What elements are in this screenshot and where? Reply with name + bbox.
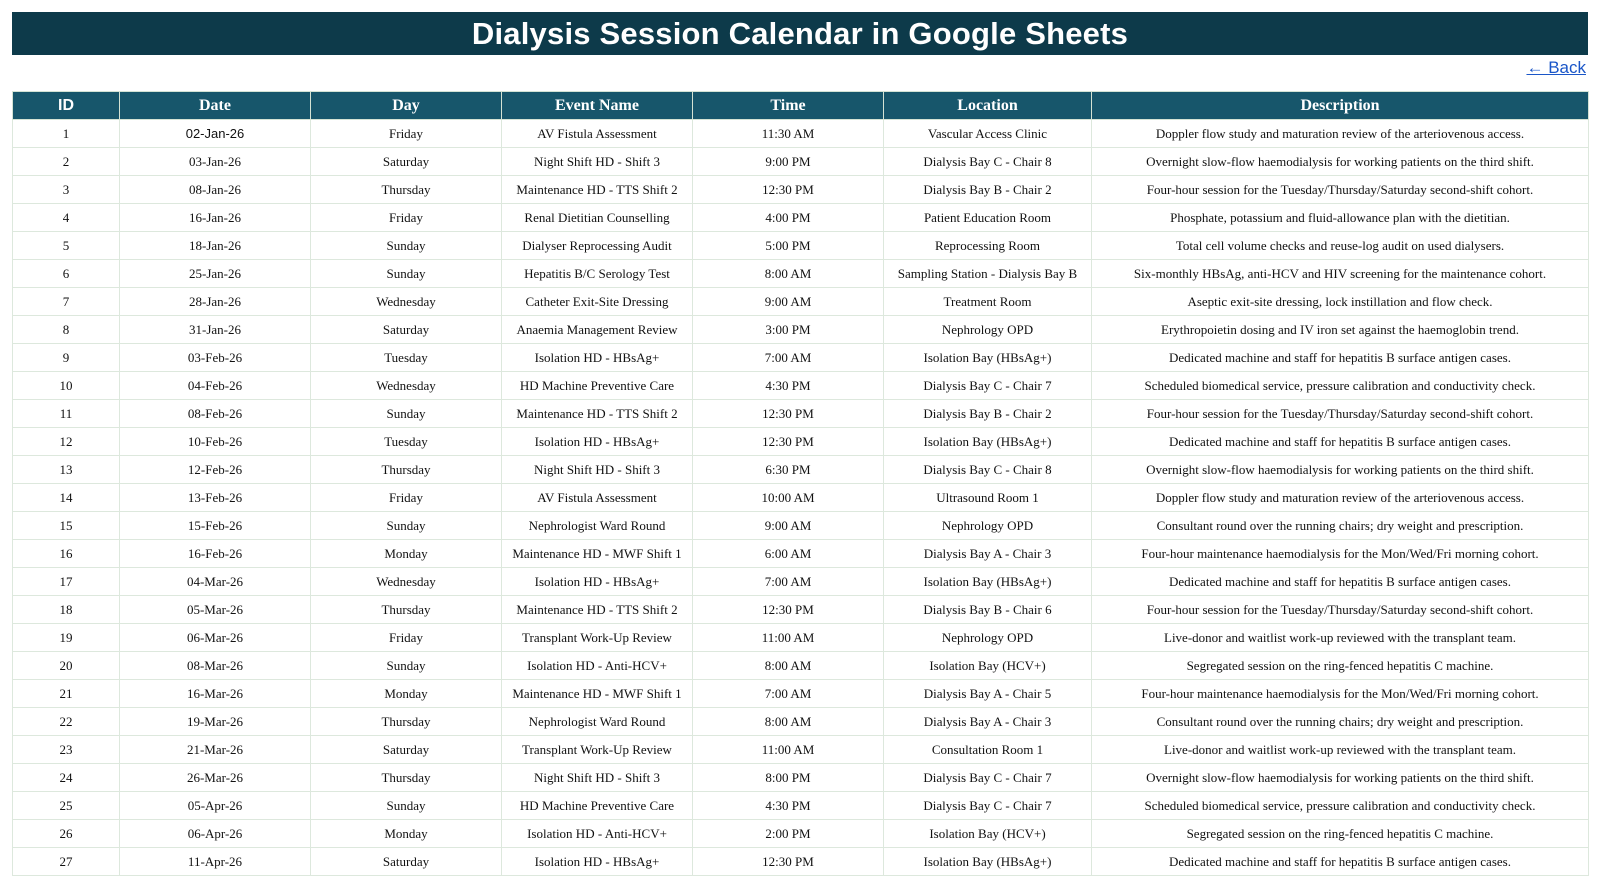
cell-time[interactable]: 8:00 AM	[693, 708, 884, 736]
table-row	[13, 820, 1589, 848]
cell-id[interactable]: 24	[13, 764, 120, 792]
cell-event-name[interactable]: Transplant Work-Up Review	[502, 624, 693, 652]
cell-description[interactable]: Four-hour session for the Tuesday/Thursday/Saturday second-shift cohort.	[1092, 400, 1589, 428]
cell-day[interactable]: Thursday	[311, 764, 502, 792]
table-row	[13, 260, 1589, 288]
cell-time[interactable]: 6:00 AM	[693, 540, 884, 568]
cell-day[interactable]: Friday	[311, 120, 502, 148]
table-row	[13, 148, 1589, 176]
cell-date[interactable]: 21-Mar-26	[120, 736, 311, 764]
cell-day[interactable]: Tuesday	[311, 344, 502, 372]
cell-date[interactable]: 02-Jan-26	[120, 120, 311, 148]
cell-id[interactable]: 8	[13, 316, 120, 344]
cell-day[interactable]: Wednesday	[311, 372, 502, 400]
cell-time[interactable]: 11:30 AM	[693, 120, 884, 148]
cell-day[interactable]: Monday	[311, 540, 502, 568]
cell-description[interactable]: Segregated session on the ring-fenced hepatitis C machine.	[1092, 820, 1589, 848]
cell-location[interactable]: Isolation Bay (HBsAg+)	[884, 568, 1092, 596]
cell-id[interactable]: 4	[13, 204, 120, 232]
cell-id[interactable]: 12	[13, 428, 120, 456]
cell-id[interactable]: 5	[13, 232, 120, 260]
cell-id[interactable]: 23	[13, 736, 120, 764]
cell-date[interactable]: 16-Mar-26	[120, 680, 311, 708]
cell-description[interactable]: Segregated session on the ring-fenced hepatitis C machine.	[1092, 652, 1589, 680]
table-row	[13, 456, 1589, 484]
cell-date[interactable]: 08-Mar-26	[120, 652, 311, 680]
cell-event-name[interactable]: Night Shift HD - Shift 3	[502, 764, 693, 792]
cell-day[interactable]: Friday	[311, 204, 502, 232]
cell-location[interactable]: Reprocessing Room	[884, 232, 1092, 260]
cell-event-name[interactable]: Maintenance HD - TTS Shift 2	[502, 596, 693, 624]
cell-location[interactable]: Isolation Bay (HBsAg+)	[884, 344, 1092, 372]
cell-date[interactable]: 26-Mar-26	[120, 764, 311, 792]
table-row	[13, 652, 1589, 680]
cell-date[interactable]: 06-Apr-26	[120, 820, 311, 848]
cell-event-name[interactable]: Night Shift HD - Shift 3	[502, 456, 693, 484]
cell-description[interactable]: Consultant round over the running chairs; dry weight and prescription.	[1092, 512, 1589, 540]
cell-time[interactable]: 4:00 PM	[693, 204, 884, 232]
cell-time[interactable]: 7:00 AM	[693, 344, 884, 372]
cell-location[interactable]: Isolation Bay (HCV+)	[884, 820, 1092, 848]
cell-event-name[interactable]: Maintenance HD - MWF Shift 1	[502, 680, 693, 708]
cell-description[interactable]: Live-donor and waitlist work-up reviewed with the transplant team.	[1092, 736, 1589, 764]
table-row	[13, 736, 1589, 764]
table-row	[13, 400, 1589, 428]
table-body	[13, 120, 1589, 876]
cell-id[interactable]: 3	[13, 176, 120, 204]
table-row	[13, 512, 1589, 540]
table-row	[13, 288, 1589, 316]
cell-date[interactable]: 25-Jan-26	[120, 260, 311, 288]
cell-description[interactable]: Scheduled biomedical service, pressure calibration and conductivity check.	[1092, 372, 1589, 400]
cell-description[interactable]: Overnight slow-flow haemodialysis for working patients on the third shift.	[1092, 456, 1589, 484]
cell-date[interactable]: 08-Jan-26	[120, 176, 311, 204]
cell-event-name[interactable]: Isolation HD - HBsAg+	[502, 428, 693, 456]
table-row	[13, 484, 1589, 512]
table-row	[13, 708, 1589, 736]
cell-id[interactable]: 19	[13, 624, 120, 652]
cell-day[interactable]: Friday	[311, 624, 502, 652]
cell-time[interactable]: 3:00 PM	[693, 316, 884, 344]
cell-day[interactable]: Sunday	[311, 260, 502, 288]
cell-location[interactable]: Patient Education Room	[884, 204, 1092, 232]
cell-date[interactable]: 13-Feb-26	[120, 484, 311, 512]
cell-id[interactable]: 13	[13, 456, 120, 484]
page-title: Dialysis Session Calendar in Google Sheets	[471, 15, 1129, 51]
cell-event-name[interactable]: Isolation HD - HBsAg+	[502, 568, 693, 596]
table-row	[13, 764, 1589, 792]
cell-description[interactable]: Dedicated machine and staff for hepatitis B surface antigen cases.	[1092, 848, 1589, 876]
cell-day[interactable]: Thursday	[311, 176, 502, 204]
cell-location[interactable]: Nephrology OPD	[884, 624, 1092, 652]
cell-date[interactable]: 18-Jan-26	[120, 232, 311, 260]
cell-description[interactable]: Dedicated machine and staff for hepatitis B surface antigen cases.	[1092, 568, 1589, 596]
cell-time[interactable]: 8:00 PM	[693, 764, 884, 792]
cell-time[interactable]: 7:00 AM	[693, 680, 884, 708]
table-row	[13, 624, 1589, 652]
cell-id[interactable]: 25	[13, 792, 120, 820]
cell-id[interactable]: 18	[13, 596, 120, 624]
cell-description[interactable]: Live-donor and waitlist work-up reviewed with the transplant team.	[1092, 624, 1589, 652]
cell-date[interactable]: 03-Feb-26	[120, 344, 311, 372]
cell-location[interactable]: Dialysis Bay B - Chair 6	[884, 596, 1092, 624]
cell-date[interactable]: 10-Feb-26	[120, 428, 311, 456]
cell-time[interactable]: 9:00 AM	[693, 288, 884, 316]
cell-location[interactable]: Sampling Station - Dialysis Bay B	[884, 260, 1092, 288]
cell-id[interactable]: 21	[13, 680, 120, 708]
cell-time[interactable]: 10:00 AM	[693, 484, 884, 512]
cell-event-name[interactable]: HD Machine Preventive Care	[502, 792, 693, 820]
table-row	[13, 176, 1589, 204]
cell-day[interactable]: Monday	[311, 820, 502, 848]
table-row	[13, 372, 1589, 400]
cell-time[interactable]: 11:00 AM	[693, 624, 884, 652]
cell-description[interactable]: Total cell volume checks and reuse-log audit on used dialysers.	[1092, 232, 1589, 260]
cell-location[interactable]: Consultation Room 1	[884, 736, 1092, 764]
cell-event-name[interactable]: AV Fistula Assessment	[502, 120, 693, 148]
cell-description[interactable]: Overnight slow-flow haemodialysis for working patients on the third shift.	[1092, 148, 1589, 176]
cell-id[interactable]: 15	[13, 512, 120, 540]
column-header-date[interactable]: Date	[120, 92, 311, 120]
cell-description[interactable]: Six-monthly HBsAg, anti-HCV and HIV screening for the maintenance cohort.	[1092, 260, 1589, 288]
cell-location[interactable]: Dialysis Bay A - Chair 3	[884, 540, 1092, 568]
cell-date[interactable]: 16-Feb-26	[120, 540, 311, 568]
cell-description[interactable]: Aseptic exit-site dressing, lock instillation and flow check.	[1092, 288, 1589, 316]
cell-description[interactable]: Phosphate, potassium and fluid-allowance plan with the dietitian.	[1092, 204, 1589, 232]
cell-location[interactable]: Dialysis Bay A - Chair 3	[884, 708, 1092, 736]
cell-date[interactable]: 11-Apr-26	[120, 848, 311, 876]
cell-description[interactable]: Four-hour maintenance haemodialysis for the Mon/Wed/Fri morning cohort.	[1092, 540, 1589, 568]
table-row	[13, 792, 1589, 820]
cell-time[interactable]: 2:00 PM	[693, 820, 884, 848]
title-bar	[12, 12, 1588, 55]
column-header-event-name[interactable]: Event Name	[502, 92, 693, 120]
cell-time[interactable]: 4:30 PM	[693, 372, 884, 400]
table-row	[13, 344, 1589, 372]
cell-event-name[interactable]: Renal Dietitian Counselling	[502, 204, 693, 232]
cell-day[interactable]: Thursday	[311, 596, 502, 624]
cell-id[interactable]: 7	[13, 288, 120, 316]
cell-location[interactable]: Vascular Access Clinic	[884, 120, 1092, 148]
cell-day[interactable]: Saturday	[311, 736, 502, 764]
cell-location[interactable]: Nephrology OPD	[884, 512, 1092, 540]
cell-date[interactable]: 16-Jan-26	[120, 204, 311, 232]
cell-time[interactable]: 12:30 PM	[693, 428, 884, 456]
cell-date[interactable]: 12-Feb-26	[120, 456, 311, 484]
cell-description[interactable]: Dedicated machine and staff for hepatitis B surface antigen cases.	[1092, 344, 1589, 372]
cell-description[interactable]: Four-hour session for the Tuesday/Thursday/Saturday second-shift cohort.	[1092, 176, 1589, 204]
cell-event-name[interactable]: Maintenance HD - MWF Shift 1	[502, 540, 693, 568]
cell-id[interactable]: 20	[13, 652, 120, 680]
cell-day[interactable]: Sunday	[311, 400, 502, 428]
cell-location[interactable]: Dialysis Bay B - Chair 2	[884, 400, 1092, 428]
cell-location[interactable]: Dialysis Bay C - Chair 7	[884, 372, 1092, 400]
cell-description[interactable]: Scheduled biomedical service, pressure calibration and conductivity check.	[1092, 792, 1589, 820]
cell-day[interactable]: Tuesday	[311, 428, 502, 456]
cell-id[interactable]: 14	[13, 484, 120, 512]
cell-day[interactable]: Sunday	[311, 232, 502, 260]
cell-event-name[interactable]: Night Shift HD - Shift 3	[502, 148, 693, 176]
column-header-location[interactable]: Location	[884, 92, 1092, 120]
cell-description[interactable]: Doppler flow study and maturation review of the arteriovenous access.	[1092, 120, 1589, 148]
cell-id[interactable]: 9	[13, 344, 120, 372]
cell-event-name[interactable]: Maintenance HD - TTS Shift 2	[502, 400, 693, 428]
cell-event-name[interactable]: Nephrologist Ward Round	[502, 708, 693, 736]
table-row	[13, 204, 1589, 232]
cell-event-name[interactable]: Isolation HD - Anti-HCV+	[502, 652, 693, 680]
cell-location[interactable]: Dialysis Bay B - Chair 2	[884, 176, 1092, 204]
column-header-time[interactable]: Time	[693, 92, 884, 120]
cell-id[interactable]: 16	[13, 540, 120, 568]
cell-description[interactable]: Erythropoietin dosing and IV iron set against the haemoglobin trend.	[1092, 316, 1589, 344]
cell-id[interactable]: 22	[13, 708, 120, 736]
cell-event-name[interactable]: Isolation HD - HBsAg+	[502, 344, 693, 372]
cell-date[interactable]: 31-Jan-26	[120, 316, 311, 344]
cell-day[interactable]: Wednesday	[311, 568, 502, 596]
cell-time[interactable]: 12:30 PM	[693, 848, 884, 876]
cell-description[interactable]: Dedicated machine and staff for hepatitis B surface antigen cases.	[1092, 428, 1589, 456]
cell-event-name[interactable]: AV Fistula Assessment	[502, 484, 693, 512]
header-row	[13, 92, 1589, 120]
cell-date[interactable]: 15-Feb-26	[120, 512, 311, 540]
cell-description[interactable]: Overnight slow-flow haemodialysis for working patients on the third shift.	[1092, 764, 1589, 792]
table-row	[13, 120, 1589, 148]
cell-description[interactable]: Four-hour session for the Tuesday/Thursday/Saturday second-shift cohort.	[1092, 596, 1589, 624]
cell-day[interactable]: Saturday	[311, 848, 502, 876]
cell-location[interactable]: Dialysis Bay C - Chair 7	[884, 764, 1092, 792]
cell-time[interactable]: 12:30 PM	[693, 400, 884, 428]
cell-event-name[interactable]: Dialyser Reprocessing Audit	[502, 232, 693, 260]
table-header	[13, 92, 1589, 120]
cell-description[interactable]: Four-hour maintenance haemodialysis for the Mon/Wed/Fri morning cohort.	[1092, 680, 1589, 708]
session-table	[12, 91, 1589, 876]
cell-time[interactable]: 9:00 PM	[693, 148, 884, 176]
cell-time[interactable]: 8:00 AM	[693, 260, 884, 288]
cell-day[interactable]: Thursday	[311, 456, 502, 484]
table-row	[13, 848, 1589, 876]
cell-location[interactable]: Dialysis Bay C - Chair 7	[884, 792, 1092, 820]
cell-id[interactable]: 11	[13, 400, 120, 428]
cell-event-name[interactable]: Anaemia Management Review	[502, 316, 693, 344]
cell-location[interactable]: Dialysis Bay C - Chair 8	[884, 456, 1092, 484]
cell-id[interactable]: 26	[13, 820, 120, 848]
cell-day[interactable]: Friday	[311, 484, 502, 512]
cell-location[interactable]: Dialysis Bay A - Chair 5	[884, 680, 1092, 708]
cell-time[interactable]: 8:00 AM	[693, 652, 884, 680]
cell-day[interactable]: Thursday	[311, 708, 502, 736]
cell-date[interactable]: 04-Mar-26	[120, 568, 311, 596]
cell-location[interactable]: Treatment Room	[884, 288, 1092, 316]
table-row	[13, 568, 1589, 596]
cell-time[interactable]: 12:30 PM	[693, 596, 884, 624]
cell-time[interactable]: 5:00 PM	[693, 232, 884, 260]
cell-date[interactable]: 05-Mar-26	[120, 596, 311, 624]
cell-location[interactable]: Isolation Bay (HCV+)	[884, 652, 1092, 680]
cell-id[interactable]: 17	[13, 568, 120, 596]
cell-id[interactable]: 2	[13, 148, 120, 176]
column-header-description[interactable]: Description	[1092, 92, 1589, 120]
table-row	[13, 596, 1589, 624]
cell-location[interactable]: Ultrasound Room 1	[884, 484, 1092, 512]
cell-date[interactable]: 03-Jan-26	[120, 148, 311, 176]
cell-location[interactable]: Nephrology OPD	[884, 316, 1092, 344]
cell-event-name[interactable]: Hepatitis B/C Serology Test	[502, 260, 693, 288]
cell-location[interactable]: Dialysis Bay C - Chair 8	[884, 148, 1092, 176]
cell-event-name[interactable]: Transplant Work-Up Review	[502, 736, 693, 764]
cell-event-name[interactable]: HD Machine Preventive Care	[502, 372, 693, 400]
cell-date[interactable]: 08-Feb-26	[120, 400, 311, 428]
cell-day[interactable]: Wednesday	[311, 288, 502, 316]
column-header-id[interactable]: ID	[13, 92, 120, 120]
table-row	[13, 232, 1589, 260]
cell-id[interactable]: 6	[13, 260, 120, 288]
cell-day[interactable]: Sunday	[311, 512, 502, 540]
table-row	[13, 680, 1589, 708]
cell-id[interactable]: 1	[13, 120, 120, 148]
cell-time[interactable]: 7:00 AM	[693, 568, 884, 596]
cell-description[interactable]: Consultant round over the running chairs; dry weight and prescription.	[1092, 708, 1589, 736]
cell-date[interactable]: 19-Mar-26	[120, 708, 311, 736]
cell-date[interactable]: 05-Apr-26	[120, 792, 311, 820]
cell-time[interactable]: 12:30 PM	[693, 176, 884, 204]
cell-location[interactable]: Isolation Bay (HBsAg+)	[884, 428, 1092, 456]
cell-date[interactable]: 06-Mar-26	[120, 624, 311, 652]
cell-location[interactable]: Isolation Bay (HBsAg+)	[884, 848, 1092, 876]
cell-day[interactable]: Saturday	[311, 148, 502, 176]
cell-day[interactable]: Saturday	[311, 316, 502, 344]
cell-date[interactable]: 28-Jan-26	[120, 288, 311, 316]
table-row	[13, 316, 1589, 344]
cell-time[interactable]: 6:30 PM	[693, 456, 884, 484]
cell-id[interactable]: 10	[13, 372, 120, 400]
cell-id[interactable]: 27	[13, 848, 120, 876]
cell-time[interactable]: 11:00 AM	[693, 736, 884, 764]
back-link[interactable]: ← Back	[1526, 58, 1586, 77]
cell-date[interactable]: 04-Feb-26	[120, 372, 311, 400]
table-row	[13, 428, 1589, 456]
cell-event-name[interactable]: Isolation HD - HBsAg+	[502, 848, 693, 876]
table-row	[13, 540, 1589, 568]
cell-description[interactable]: Doppler flow study and maturation review of the arteriovenous access.	[1092, 484, 1589, 512]
cell-event-name[interactable]: Nephrologist Ward Round	[502, 512, 693, 540]
column-header-day[interactable]: Day	[311, 92, 502, 120]
cell-event-name[interactable]: Maintenance HD - TTS Shift 2	[502, 176, 693, 204]
cell-time[interactable]: 9:00 AM	[693, 512, 884, 540]
cell-day[interactable]: Monday	[311, 680, 502, 708]
cell-day[interactable]: Sunday	[311, 652, 502, 680]
cell-time[interactable]: 4:30 PM	[693, 792, 884, 820]
cell-event-name[interactable]: Isolation HD - Anti-HCV+	[502, 820, 693, 848]
cell-event-name[interactable]: Catheter Exit-Site Dressing	[502, 288, 693, 316]
cell-day[interactable]: Sunday	[311, 792, 502, 820]
